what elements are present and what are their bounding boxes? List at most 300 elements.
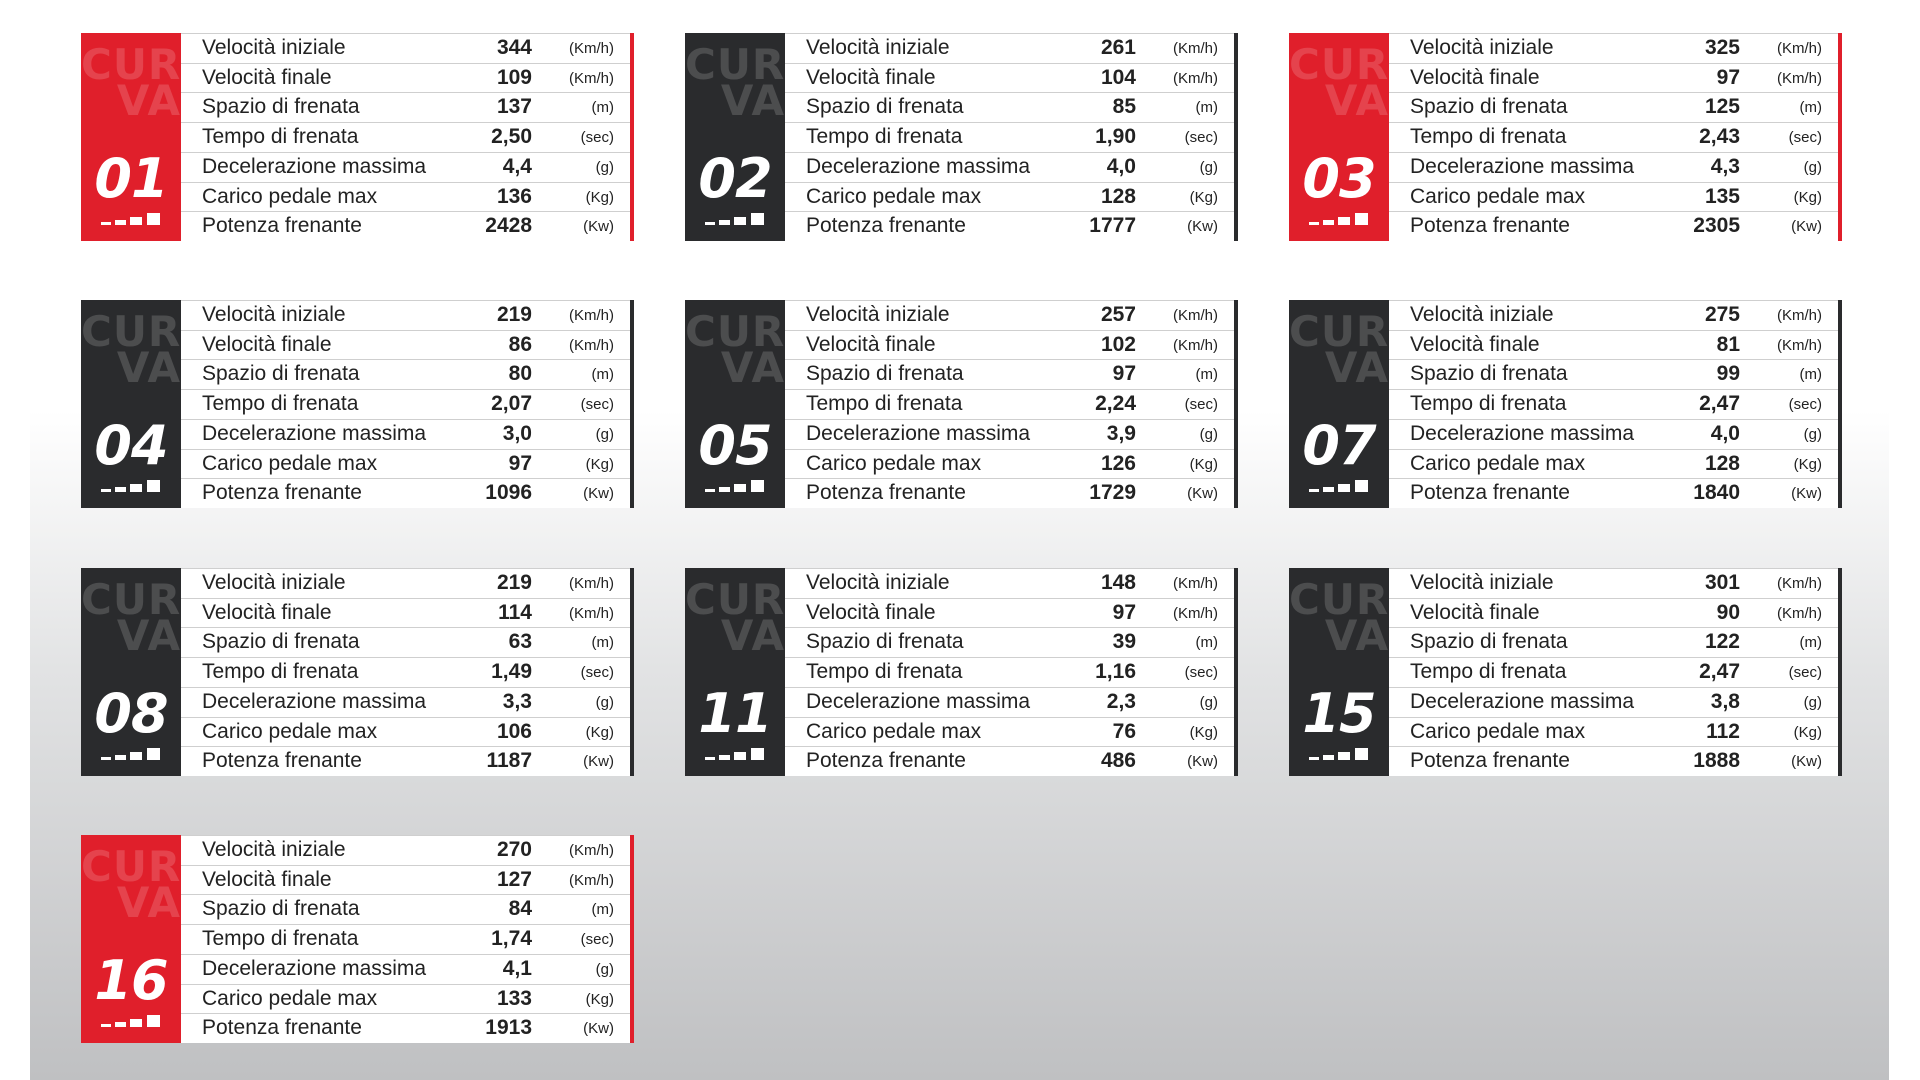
curve-card-15 bbox=[1289, 568, 1842, 776]
curve-word-line-1: CUR bbox=[81, 842, 181, 891]
curve-badge bbox=[685, 568, 785, 776]
table-row bbox=[181, 33, 630, 63]
row-unit: (Kg) bbox=[1189, 455, 1218, 473]
row-unit: (g) bbox=[1803, 425, 1822, 443]
table-row bbox=[1389, 33, 1838, 63]
card-edge-bar bbox=[1234, 568, 1238, 776]
row-value: 257 bbox=[1100, 303, 1136, 326]
row-label: Potenza frenante bbox=[1410, 481, 1570, 505]
speed-marks-icon bbox=[705, 478, 767, 492]
row-label: Tempo di frenata bbox=[202, 927, 359, 951]
curve-word-line-1: CUR bbox=[685, 40, 785, 89]
braking-data-table bbox=[1389, 568, 1838, 776]
table-row bbox=[1389, 359, 1838, 389]
table-row bbox=[785, 419, 1234, 449]
table-row bbox=[1389, 182, 1838, 212]
row-unit: (m) bbox=[591, 901, 614, 919]
braking-data-table bbox=[181, 835, 630, 1043]
curve-card-03 bbox=[1289, 33, 1842, 241]
curve-word-line-2: VA bbox=[720, 611, 785, 660]
row-label: Decelerazione massima bbox=[806, 689, 1031, 713]
row-unit: (g) bbox=[595, 693, 614, 711]
row-value: 128 bbox=[1100, 184, 1136, 208]
curve-word-line-2: VA bbox=[1324, 611, 1389, 660]
row-value: 1,16 bbox=[1095, 660, 1136, 684]
table-row bbox=[1389, 389, 1838, 419]
row-label: Carico pedale max bbox=[1410, 184, 1586, 208]
row-label: Carico pedale max bbox=[202, 719, 378, 743]
curve-word-line-2: VA bbox=[720, 343, 785, 392]
row-label: Spazio di frenata bbox=[202, 897, 360, 921]
row-label: Potenza frenante bbox=[202, 481, 362, 505]
row-value: 4,0 bbox=[1710, 421, 1740, 445]
table-row bbox=[785, 568, 1234, 598]
row-value: 125 bbox=[1704, 95, 1740, 119]
braking-data-table bbox=[1389, 300, 1838, 508]
row-value: 2,47 bbox=[1699, 392, 1740, 416]
braking-data-table bbox=[785, 568, 1234, 776]
curve-number: 15 bbox=[1302, 682, 1376, 745]
row-unit: (Km/h) bbox=[569, 604, 614, 622]
curve-badge bbox=[685, 33, 785, 241]
row-value: 3,9 bbox=[1106, 421, 1136, 445]
row-label: Decelerazione massima bbox=[806, 154, 1031, 178]
curve-badge bbox=[1289, 33, 1389, 241]
row-value: 104 bbox=[1100, 65, 1136, 89]
row-value: 1729 bbox=[1089, 481, 1136, 505]
row-label: Velocità iniziale bbox=[202, 571, 346, 594]
table-row bbox=[1389, 657, 1838, 687]
table-row bbox=[785, 300, 1234, 330]
table-row bbox=[181, 330, 630, 360]
curve-word-line-1: CUR bbox=[1289, 575, 1389, 624]
row-value: 97 bbox=[1112, 362, 1136, 386]
table-row bbox=[785, 92, 1234, 122]
row-value: 3,3 bbox=[502, 689, 532, 713]
table-row bbox=[181, 835, 630, 865]
row-value: 127 bbox=[496, 867, 532, 891]
row-value: 3,8 bbox=[1710, 689, 1740, 713]
table-row bbox=[1389, 122, 1838, 152]
row-unit: (sec) bbox=[1788, 396, 1822, 414]
row-unit: (Kg) bbox=[1793, 455, 1822, 473]
row-label: Velocità finale bbox=[202, 867, 332, 891]
row-value: 109 bbox=[496, 65, 532, 89]
row-unit: (Km/h) bbox=[569, 842, 614, 859]
row-value: 219 bbox=[496, 303, 532, 326]
row-unit: (g) bbox=[595, 960, 614, 978]
curve-word-line-2: VA bbox=[1324, 76, 1389, 125]
row-label: Tempo di frenata bbox=[202, 392, 359, 416]
row-label: Potenza frenante bbox=[806, 481, 966, 505]
curve-word-line-1: CUR bbox=[1289, 307, 1389, 356]
row-unit: (Kg) bbox=[1793, 723, 1822, 741]
row-value: 112 bbox=[1706, 719, 1740, 743]
row-value: 76 bbox=[1112, 719, 1136, 743]
row-label: Potenza frenante bbox=[1410, 214, 1570, 238]
curve-word-line-2: VA bbox=[116, 76, 181, 125]
row-value: 102 bbox=[1100, 332, 1136, 356]
table-row bbox=[1389, 746, 1838, 776]
row-label: Velocità iniziale bbox=[202, 303, 346, 326]
row-label: Carico pedale max bbox=[1410, 451, 1586, 475]
row-label: Carico pedale max bbox=[202, 451, 378, 475]
row-label: Velocità iniziale bbox=[1410, 571, 1554, 594]
row-unit: (Kw) bbox=[583, 753, 614, 771]
row-label: Spazio di frenata bbox=[806, 95, 964, 119]
row-label: Velocità finale bbox=[202, 65, 332, 89]
table-row bbox=[181, 182, 630, 212]
table-row bbox=[181, 152, 630, 182]
row-unit: (sec) bbox=[1184, 396, 1218, 414]
curve-number: 03 bbox=[1302, 147, 1376, 210]
curve-number: 04 bbox=[94, 414, 168, 477]
card-edge-bar bbox=[1234, 300, 1238, 508]
table-row bbox=[1389, 63, 1838, 93]
curve-word-line-2: VA bbox=[116, 878, 181, 927]
curve-word-line-1: CUR bbox=[685, 575, 785, 624]
speed-marks-icon bbox=[1309, 746, 1371, 760]
table-row bbox=[181, 300, 630, 330]
row-unit: (m) bbox=[1195, 634, 1218, 652]
table-row bbox=[785, 478, 1234, 508]
row-value: 325 bbox=[1704, 36, 1740, 59]
table-row bbox=[785, 330, 1234, 360]
curve-number: 05 bbox=[698, 414, 772, 477]
row-unit: (m) bbox=[1195, 366, 1218, 384]
row-unit: (m) bbox=[591, 366, 614, 384]
row-value: 85 bbox=[1112, 95, 1136, 119]
row-unit: (Km/h) bbox=[569, 871, 614, 889]
row-unit: (Km/h) bbox=[1173, 336, 1218, 354]
row-unit: (Km/h) bbox=[1173, 69, 1218, 87]
speed-marks-icon bbox=[101, 478, 163, 492]
card-edge-bar bbox=[1838, 568, 1842, 776]
curve-card-11 bbox=[685, 568, 1238, 776]
row-unit: (sec) bbox=[580, 396, 614, 414]
row-unit: (Kw) bbox=[583, 1020, 614, 1038]
row-unit: (g) bbox=[595, 425, 614, 443]
row-label: Carico pedale max bbox=[806, 184, 982, 208]
row-unit: (Km/h) bbox=[569, 40, 614, 57]
speed-marks-icon bbox=[1309, 211, 1371, 225]
row-value: 2,43 bbox=[1699, 125, 1740, 149]
table-row bbox=[181, 568, 630, 598]
curve-number: 07 bbox=[1302, 414, 1376, 477]
row-unit: (Kw) bbox=[583, 485, 614, 503]
table-row bbox=[181, 687, 630, 717]
row-unit: (Kg) bbox=[1189, 188, 1218, 206]
row-label: Velocità iniziale bbox=[1410, 36, 1554, 59]
row-unit: (Km/h) bbox=[569, 575, 614, 592]
speed-marks-icon bbox=[705, 211, 767, 225]
row-label: Tempo di frenata bbox=[1410, 125, 1567, 149]
speed-marks-icon bbox=[705, 746, 767, 760]
row-unit: (g) bbox=[1199, 693, 1218, 711]
curve-card-07 bbox=[1289, 300, 1842, 508]
row-value: 2,07 bbox=[491, 392, 532, 416]
curve-number: 16 bbox=[94, 949, 168, 1012]
row-label: Velocità finale bbox=[806, 600, 936, 624]
curve-word-line-1: CUR bbox=[685, 307, 785, 356]
row-value: 1187 bbox=[486, 749, 532, 773]
card-edge-bar bbox=[1234, 33, 1238, 241]
table-row bbox=[1389, 330, 1838, 360]
table-row bbox=[1389, 300, 1838, 330]
table-row bbox=[181, 657, 630, 687]
row-label: Potenza frenante bbox=[202, 214, 362, 238]
row-value: 1888 bbox=[1693, 749, 1740, 773]
row-unit: (Km/h) bbox=[1777, 336, 1822, 354]
row-label: Velocità finale bbox=[806, 65, 936, 89]
row-unit: (Kw) bbox=[1187, 753, 1218, 771]
table-row bbox=[785, 717, 1234, 747]
row-value: 2428 bbox=[485, 214, 532, 238]
curve-word-line-2: VA bbox=[116, 611, 181, 660]
table-row bbox=[785, 598, 1234, 628]
curve-badge bbox=[81, 300, 181, 508]
row-unit: (Km/h) bbox=[1777, 575, 1822, 592]
row-unit: (Kw) bbox=[1187, 218, 1218, 236]
table-row bbox=[1389, 92, 1838, 122]
row-unit: (Km/h) bbox=[1173, 575, 1218, 592]
row-unit: (Km/h) bbox=[569, 69, 614, 87]
row-unit: (m) bbox=[591, 99, 614, 117]
table-row bbox=[785, 63, 1234, 93]
table-row bbox=[785, 152, 1234, 182]
row-value: 4,0 bbox=[1106, 154, 1136, 178]
row-unit: (Km/h) bbox=[569, 307, 614, 324]
row-label: Velocità finale bbox=[806, 332, 936, 356]
braking-data-table bbox=[181, 300, 630, 508]
row-label: Decelerazione massima bbox=[202, 689, 427, 713]
row-value: 301 bbox=[1704, 571, 1740, 594]
row-unit: (sec) bbox=[580, 931, 614, 949]
row-value: 2,24 bbox=[1095, 392, 1136, 416]
row-label: Tempo di frenata bbox=[202, 660, 359, 684]
row-label: Velocità finale bbox=[202, 600, 332, 624]
row-label: Spazio di frenata bbox=[1410, 362, 1568, 386]
row-label: Carico pedale max bbox=[1410, 719, 1586, 743]
card-edge-bar bbox=[630, 835, 634, 1043]
row-label: Potenza frenante bbox=[806, 214, 966, 238]
curve-number: 11 bbox=[698, 682, 772, 745]
table-row bbox=[181, 924, 630, 954]
row-label: Velocità finale bbox=[1410, 65, 1540, 89]
row-value: 4,4 bbox=[502, 154, 532, 178]
table-row bbox=[785, 627, 1234, 657]
table-row bbox=[1389, 717, 1838, 747]
row-unit: (sec) bbox=[1184, 664, 1218, 682]
table-row bbox=[1389, 152, 1838, 182]
row-value: 136 bbox=[496, 184, 532, 208]
row-unit: (Kw) bbox=[583, 218, 614, 236]
row-label: Tempo di frenata bbox=[806, 660, 963, 684]
curve-card-02 bbox=[685, 33, 1238, 241]
speed-marks-icon bbox=[101, 746, 163, 760]
row-label: Potenza frenante bbox=[1410, 749, 1570, 773]
row-value: 2,47 bbox=[1699, 660, 1740, 684]
table-row bbox=[1389, 687, 1838, 717]
curve-badge bbox=[1289, 300, 1389, 508]
row-label: Tempo di frenata bbox=[1410, 660, 1567, 684]
table-row bbox=[181, 865, 630, 895]
row-value: 148 bbox=[1100, 571, 1136, 594]
row-value: 80 bbox=[508, 362, 532, 386]
row-label: Potenza frenante bbox=[806, 749, 966, 773]
row-value: 2305 bbox=[1693, 214, 1740, 238]
table-row bbox=[785, 449, 1234, 479]
row-value: 1913 bbox=[485, 1016, 532, 1040]
row-value: 135 bbox=[1704, 184, 1740, 208]
curve-badge bbox=[81, 33, 181, 241]
table-row bbox=[181, 211, 630, 241]
row-value: 114 bbox=[498, 600, 532, 624]
row-label: Tempo di frenata bbox=[1410, 392, 1567, 416]
row-label: Spazio di frenata bbox=[202, 362, 360, 386]
row-label: Velocità iniziale bbox=[806, 571, 950, 594]
row-value: 1777 bbox=[1089, 214, 1136, 238]
row-label: Decelerazione massima bbox=[1410, 154, 1635, 178]
table-row bbox=[1389, 211, 1838, 241]
table-row bbox=[181, 449, 630, 479]
row-unit: (Kg) bbox=[585, 723, 614, 741]
row-label: Spazio di frenata bbox=[806, 630, 964, 654]
row-unit: (g) bbox=[1199, 158, 1218, 176]
braking-data-table bbox=[785, 300, 1234, 508]
curve-card-05 bbox=[685, 300, 1238, 508]
row-unit: (g) bbox=[1803, 158, 1822, 176]
row-unit: (Km/h) bbox=[1173, 40, 1218, 57]
row-value: 133 bbox=[496, 986, 532, 1010]
table-row bbox=[181, 122, 630, 152]
curve-word-line-2: VA bbox=[116, 343, 181, 392]
row-value: 84 bbox=[508, 897, 532, 921]
row-label: Carico pedale max bbox=[202, 184, 378, 208]
curve-word-line-1: CUR bbox=[81, 307, 181, 356]
row-label: Spazio di frenata bbox=[1410, 95, 1568, 119]
row-label: Tempo di frenata bbox=[806, 125, 963, 149]
row-label: Velocità finale bbox=[1410, 600, 1540, 624]
card-edge-bar bbox=[630, 33, 634, 241]
row-label: Velocità iniziale bbox=[806, 303, 950, 326]
row-unit: (Km/h) bbox=[1777, 40, 1822, 57]
table-row bbox=[1389, 449, 1838, 479]
row-unit: (Kg) bbox=[1793, 188, 1822, 206]
row-value: 3,0 bbox=[502, 421, 532, 445]
row-value: 1,90 bbox=[1095, 125, 1136, 149]
row-unit: (Km/h) bbox=[1173, 604, 1218, 622]
braking-data-table bbox=[181, 33, 630, 241]
row-value: 128 bbox=[1704, 451, 1740, 475]
row-unit: (Kg) bbox=[585, 455, 614, 473]
curve-card-08 bbox=[81, 568, 634, 776]
braking-data-table bbox=[1389, 33, 1838, 241]
row-unit: (Kw) bbox=[1791, 485, 1822, 503]
row-value: 86 bbox=[508, 332, 532, 356]
row-value: 81 bbox=[1716, 332, 1740, 356]
table-row bbox=[181, 478, 630, 508]
row-unit: (Km/h) bbox=[1777, 307, 1822, 324]
braking-data-table bbox=[181, 568, 630, 776]
row-unit: (m) bbox=[591, 634, 614, 652]
row-value: 486 bbox=[1100, 749, 1136, 773]
table-row bbox=[181, 92, 630, 122]
row-unit: (sec) bbox=[580, 664, 614, 682]
curve-number: 08 bbox=[94, 682, 168, 745]
table-row bbox=[1389, 419, 1838, 449]
row-value: 219 bbox=[496, 571, 532, 594]
table-row bbox=[181, 894, 630, 924]
row-unit: (sec) bbox=[1788, 664, 1822, 682]
card-edge-bar bbox=[1838, 33, 1842, 241]
table-row bbox=[785, 687, 1234, 717]
card-edge-bar bbox=[630, 568, 634, 776]
table-row bbox=[1389, 627, 1838, 657]
curve-number: 02 bbox=[698, 147, 772, 210]
table-row bbox=[181, 627, 630, 657]
row-unit: (Km/h) bbox=[1777, 69, 1822, 87]
table-row bbox=[181, 717, 630, 747]
curve-card-04 bbox=[81, 300, 634, 508]
curve-word-line-1: CUR bbox=[81, 40, 181, 89]
row-unit: (Km/h) bbox=[1173, 307, 1218, 324]
row-value: 97 bbox=[1716, 65, 1740, 89]
row-unit: (Kg) bbox=[585, 188, 614, 206]
table-row bbox=[181, 389, 630, 419]
row-label: Carico pedale max bbox=[806, 451, 982, 475]
row-value: 137 bbox=[496, 95, 532, 119]
curve-badge bbox=[1289, 568, 1389, 776]
row-value: 270 bbox=[496, 838, 532, 861]
curve-badge bbox=[81, 568, 181, 776]
table-row bbox=[1389, 478, 1838, 508]
row-value: 122 bbox=[1704, 630, 1740, 654]
table-row bbox=[785, 122, 1234, 152]
curve-word-line-1: CUR bbox=[1289, 40, 1389, 89]
row-unit: (Kg) bbox=[1189, 723, 1218, 741]
row-unit: (m) bbox=[1799, 99, 1822, 117]
table-row bbox=[1389, 598, 1838, 628]
row-value: 4,3 bbox=[1710, 154, 1740, 178]
curve-card-16 bbox=[81, 835, 634, 1043]
curve-card-01 bbox=[81, 33, 634, 241]
row-unit: (Kw) bbox=[1187, 485, 1218, 503]
table-row bbox=[785, 389, 1234, 419]
row-value: 1,74 bbox=[491, 927, 532, 951]
row-value: 97 bbox=[1112, 600, 1136, 624]
row-value: 275 bbox=[1704, 303, 1740, 326]
row-value: 99 bbox=[1716, 362, 1740, 386]
row-unit: (Kg) bbox=[585, 990, 614, 1008]
table-row bbox=[785, 33, 1234, 63]
row-unit: (sec) bbox=[1788, 129, 1822, 147]
row-unit: (Km/h) bbox=[1777, 604, 1822, 622]
row-label: Decelerazione massima bbox=[1410, 689, 1635, 713]
curve-word-line-1: CUR bbox=[81, 575, 181, 624]
row-label: Carico pedale max bbox=[806, 719, 982, 743]
table-row bbox=[785, 182, 1234, 212]
table-row bbox=[1389, 568, 1838, 598]
table-row bbox=[181, 63, 630, 93]
row-value: 344 bbox=[496, 36, 532, 59]
speed-marks-icon bbox=[101, 1013, 163, 1027]
card-edge-bar bbox=[630, 300, 634, 508]
row-label: Tempo di frenata bbox=[806, 392, 963, 416]
curve-badge bbox=[685, 300, 785, 508]
table-row bbox=[785, 746, 1234, 776]
row-label: Decelerazione massima bbox=[202, 421, 427, 445]
